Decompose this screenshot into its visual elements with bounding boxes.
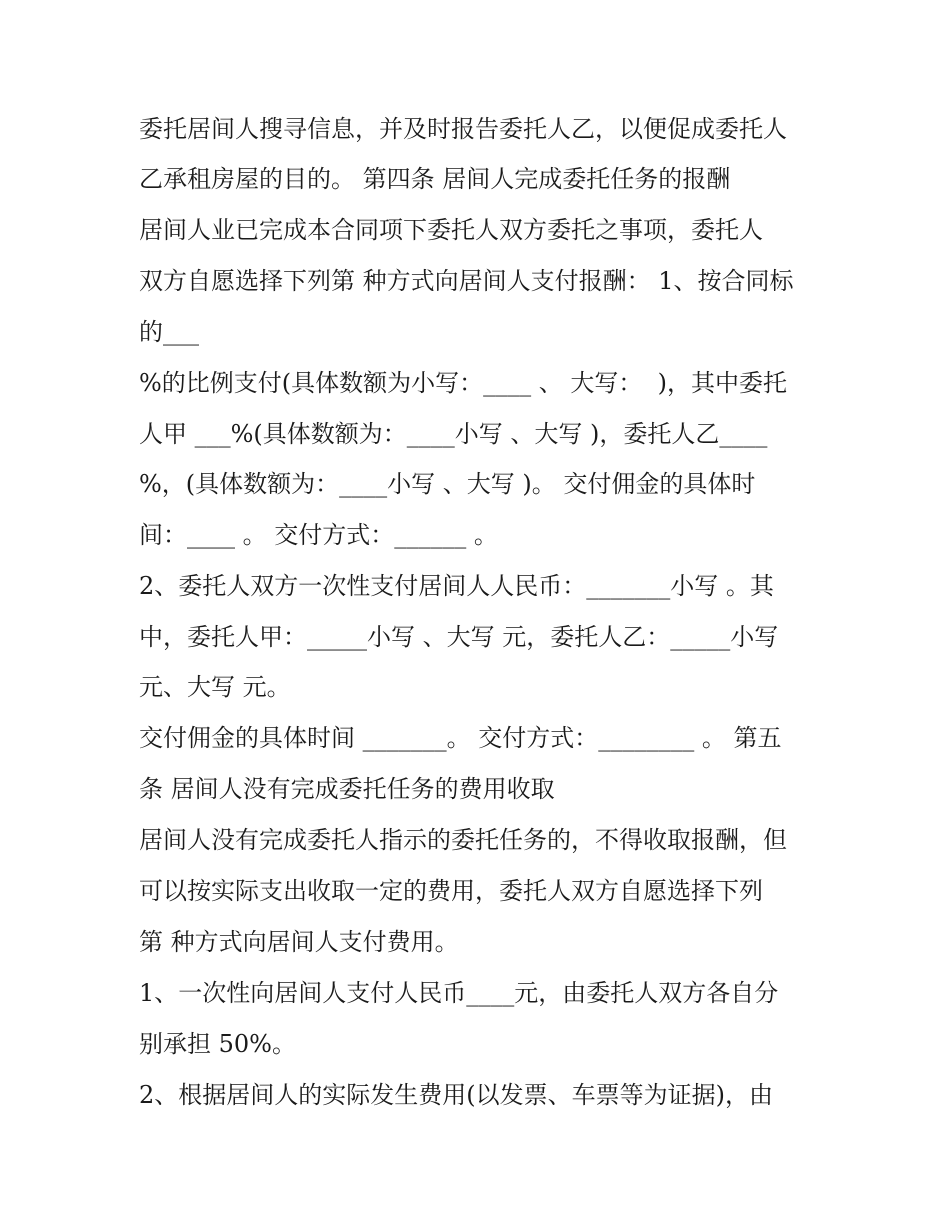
paragraph-line: 的___ (139, 318, 199, 346)
paragraph-line: 第 种方式向居间人支付费用。 (139, 928, 459, 956)
paragraph-line: 双方自愿选择下列第 种方式向居间人支付报酬： 1、按合同标 (139, 267, 794, 295)
paragraph-line: 交付佣金的具体时间 _______。 交付方式：________ 。 第五 (139, 724, 782, 752)
paragraph-line: 2、根据居间人的实际发生费用(以发票、车票等为证据)，由 (139, 1081, 773, 1109)
paragraph-line: 中，委托人甲：_____小写 、大写 元，委托人乙：_____小写 (139, 623, 779, 651)
paragraph-line: 间：____ 。 交付方式：______ 。 (139, 521, 498, 549)
paragraph-line: 条 居间人没有完成委托任务的费用收取 (139, 775, 555, 803)
paragraph-line: 1、一次性向居间人支付人民币____元，由委托人双方各自分 (139, 979, 779, 1007)
paragraph-line: %，(具体数额为：____小写 、大写 )。 交付佣金的具体时 (139, 470, 756, 498)
paragraph-line: 可以按实际支出收取一定的费用，委托人双方自愿选择下列 (139, 877, 763, 905)
paragraph-line: 别承担 50%。 (139, 1030, 296, 1058)
paragraph-line: 2、委托人双方一次性支付居间人人民币：_______小写 。其 (139, 572, 774, 600)
paragraph-line: 人甲 ___%(具体数额为：____小写 、大写 )，委托人乙____ (139, 420, 768, 448)
paragraph-line: 居间人没有完成委托人指示的委托任务的，不得收取报酬，但 (139, 826, 787, 854)
paragraph-line: 元、大写 元。 (139, 673, 291, 701)
paragraph-line: 居间人业已完成本合同项下委托人双方委托之事项，委托人 (139, 216, 763, 244)
paragraph-line: 委托居间人搜寻信息，并及时报告委托人乙，以便促成委托人 (139, 115, 787, 143)
paragraph-line: %的比例支付(具体数额为小写：____ 、 大写： )，其中委托 (139, 369, 788, 397)
paragraph-line: 乙承租房屋的目的。 第四条 居间人完成委托任务的报酬 (139, 165, 731, 193)
